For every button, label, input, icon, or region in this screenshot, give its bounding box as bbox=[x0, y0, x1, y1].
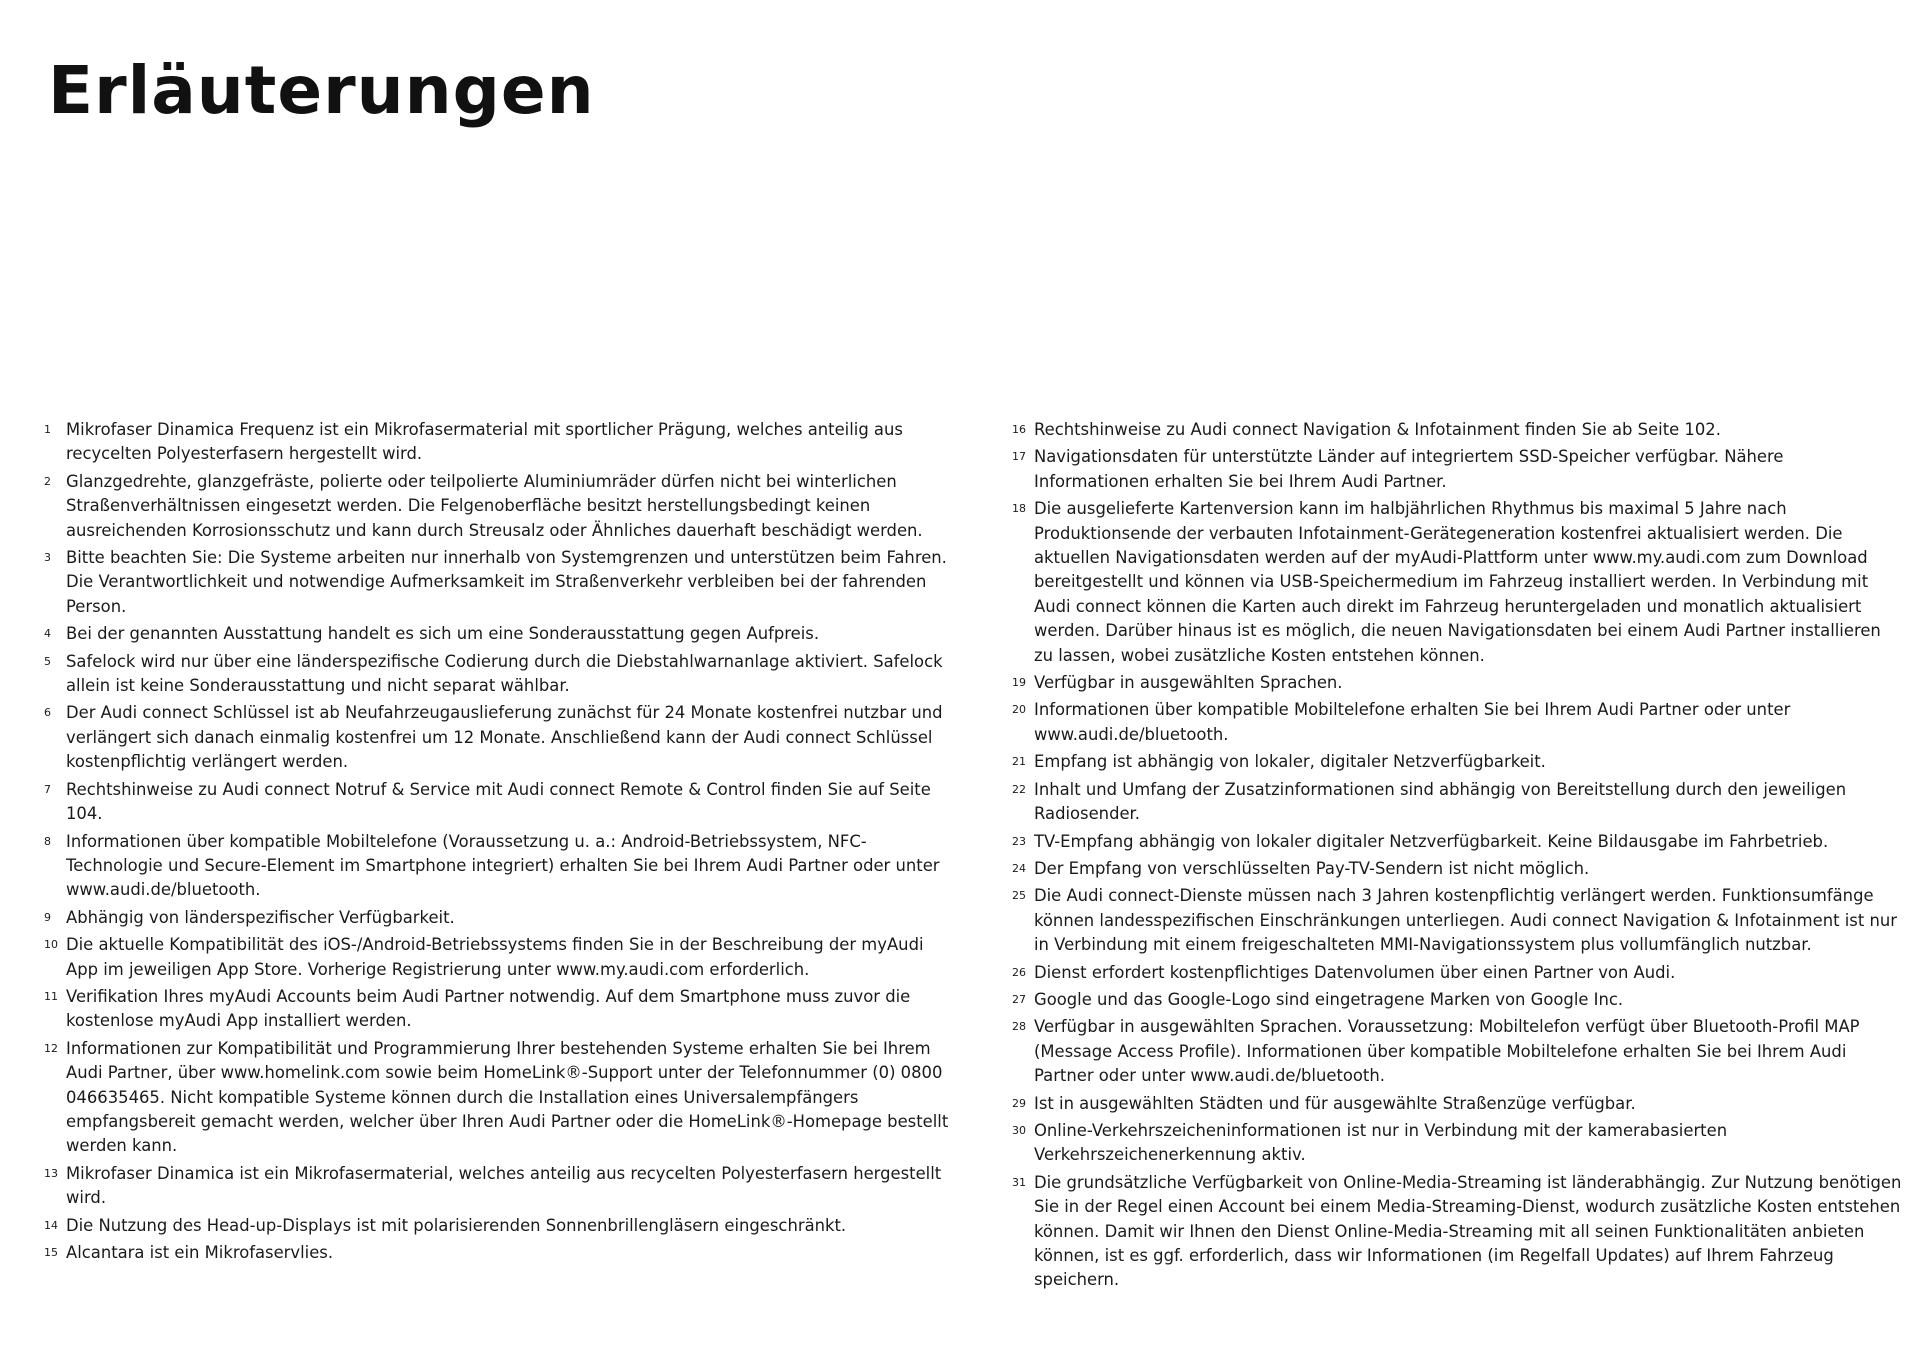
footnote-text: Rechtshinweise zu Audi connect Notruf & Service mit Audi connect Remote & Control finden Sie auf Seite 104. bbox=[66, 779, 931, 824]
footnote-number: 10 bbox=[44, 938, 58, 952]
footnote-text: Empfang ist abhängig von lokaler, digitaler Netzverfügbarkeit. bbox=[1034, 752, 1546, 772]
footnote-number: 28 bbox=[1012, 1020, 1026, 1034]
footnote-number: 24 bbox=[1012, 861, 1026, 875]
footnote-number: 18 bbox=[1012, 502, 1026, 516]
footnote-number: 6 bbox=[44, 706, 51, 720]
footnote-text: Der Audi connect Schlüssel ist ab Neufahrzeugauslieferung zunächst für 24 Monate kostenfrei nutzbar und verlängert sich danach einmalig kostenfrei um 12 Monate. Anschließend kann der Audi connect Schlüssel kostenpflichtig verlängert werden. bbox=[66, 703, 943, 772]
footnote-item bbox=[44, 546, 950, 619]
footnote-number: 11 bbox=[44, 989, 58, 1003]
footnote-item bbox=[44, 1162, 950, 1211]
footnote-text: Informationen über kompatible Mobiltelefone erhalten Sie bei Ihrem Audi Partner oder unter www.audi.de/bluetooth. bbox=[1034, 700, 1791, 744]
footnote-text: Die grundsätzliche Verfügbarkeit von Online-Media-Streaming ist länderabhängig. Zur Nutzung benötigen Sie in der Regel einen Account bei einem Media-Streaming-Dienst, wodurch zusätzliche Kosten entstehen können. Damit wir Ihnen den Dienst Online-Media-Streaming mit all seinen Funktionalitäten anbieten können, ist es ggf. erforderlich, dass wir Informationen (im Regelfall Updates) auf Ihrem Fahrzeug speichern. bbox=[1034, 1172, 1902, 1290]
footnote-text: Bitte beachten Sie: Die Systeme arbeiten nur innerhalb von Systemgrenzen und unterstützen beim Fahren. Die Verantwortlichkeit und notwendige Aufmerksamkeit im Straßenverkehr verbleiben bei der fahrenden Person. bbox=[66, 548, 947, 616]
footnote-item bbox=[1012, 445, 1902, 494]
footnote-item bbox=[44, 778, 950, 827]
footnote-text: Die aktuelle Kompatibilität des iOS-/Android-Betriebssystems finden Sie in der Beschreibung der myAudi App im jeweiligen App Store. Vorherige Registrierung unter www.my.audi.com erforderlich. bbox=[66, 935, 924, 979]
footnote-item bbox=[1012, 884, 1902, 957]
footnote-item bbox=[1012, 1171, 1902, 1293]
footnote-text: Ist in ausgewählten Städten und für ausgewählte Straßenzüge verfügbar. bbox=[1034, 1093, 1636, 1113]
footnote-item bbox=[1012, 1119, 1902, 1168]
footnote-text: Inhalt und Umfang der Zusatzinformationen sind abhängig von Bereitstellung durch den jeweiligen Radiosender. bbox=[1034, 779, 1847, 824]
footnote-item bbox=[1012, 1015, 1902, 1088]
footnote-text: Abhängig von länderspezifischer Verfügbarkeit. bbox=[66, 907, 455, 927]
footnote-number: 25 bbox=[1012, 889, 1026, 903]
footnote-item bbox=[44, 830, 950, 903]
footnote-number: 31 bbox=[1012, 1175, 1026, 1189]
footnote-item bbox=[1012, 671, 1902, 695]
footnote-item bbox=[1012, 418, 1902, 442]
footnote-number: 14 bbox=[44, 1218, 58, 1232]
footnote-number: 15 bbox=[44, 1246, 58, 1259]
footnote-item bbox=[44, 933, 950, 982]
footnote-number: 26 bbox=[1012, 965, 1026, 979]
footnote-number: 7 bbox=[44, 782, 51, 796]
footnote-text: Verfügbar in ausgewählten Sprachen. Voraussetzung: Mobiltelefon verfügt über Bluetooth-Profil MAP (Message Access Profile). Informationen über kompatible Mobiltelefone erhalten Sie bei Ihrem Audi Partner oder unter www.audi.de/bluetooth. bbox=[1034, 1017, 1860, 1086]
footnote-number: 9 bbox=[44, 910, 51, 924]
footnote-item bbox=[1012, 961, 1902, 985]
footnote-item bbox=[44, 622, 950, 646]
footnote-number: 1 bbox=[44, 423, 51, 436]
footnote-number: 17 bbox=[1012, 450, 1026, 464]
footnote-number: 3 bbox=[44, 551, 51, 565]
footnote-item bbox=[1012, 1092, 1902, 1116]
footnote-item bbox=[44, 1241, 950, 1265]
footnote-number: 22 bbox=[1012, 782, 1026, 796]
footnote-number: 5 bbox=[44, 654, 51, 668]
footnote-item bbox=[44, 701, 950, 774]
footnote-item bbox=[44, 906, 950, 930]
footnote-text: Die ausgelieferte Kartenversion kann im halbjährlichen Rhythmus bis maximal 5 Jahre nach Produktionsende der verbauten Infotainment-Gerätegeneration kostenfrei aktualisiert werden. Die aktuellen Navigationsdaten werden auf der myAudi-Plattform unter www.my.audi.com zum Download bereitgestellt und können via USB-Speichermedium im Fahrzeug installiert werden. In Verbindung mit Audi connect können die Karten auch direkt im Fahrzeug heruntergeladen und monatlich aktualisiert werden. Darüber hinaus ist es möglich, die neuen Navigationsdaten bei einem Audi Partner installieren zu lassen, wobei zusätzliche Kosten entstehen können. bbox=[1034, 499, 1881, 665]
footnote-text: Glanzgedrehte, glanzgefräste, polierte oder teilpolierte Aluminiumräder dürfen nicht bei winterlichen Straßenverhältnissen eingesetzt werden. Die Felgenoberfläche besitzt herstellungsbedingt keinen ausreichenden Korrosionsschutz und kann durch Streusalz oder Ähnliches dauerhaft beschädigt werden. bbox=[66, 471, 923, 540]
footnote-item bbox=[44, 985, 950, 1034]
footnote-item bbox=[44, 1214, 950, 1238]
footnote-number: 23 bbox=[1012, 834, 1026, 848]
footnote-text: Online-Verkehrszeicheninformationen ist nur in Verbindung mit der kamerabasierten Verkehrszeichenerkennung aktiv. bbox=[1034, 1120, 1728, 1165]
footnote-number: 16 bbox=[1012, 423, 1026, 436]
page-title: Erläuterungen bbox=[48, 52, 595, 129]
footnote-text: Die Nutzung des Head-up-Displays ist mit polarisierenden Sonnenbrillengläsern eingeschränkt. bbox=[66, 1215, 847, 1235]
footnote-item bbox=[44, 1037, 950, 1159]
footnote-item bbox=[44, 418, 950, 467]
footnote-number: 2 bbox=[44, 474, 51, 488]
footnote-text: Rechtshinweise zu Audi connect Navigation & Infotainment finden Sie ab Seite 102. bbox=[1034, 420, 1721, 439]
footnote-item bbox=[1012, 988, 1902, 1012]
footnote-text: TV-Empfang abhängig von lokaler digitaler Netzverfügbarkeit. Keine Bildausgabe im Fahrbetrieb. bbox=[1034, 831, 1829, 851]
footnote-number: 21 bbox=[1012, 755, 1026, 769]
footnote-text: Dienst erfordert kostenpflichtiges Datenvolumen über einen Partner von Audi. bbox=[1034, 962, 1676, 982]
footnote-text: Google und das Google-Logo sind eingetragene Marken von Google Inc. bbox=[1034, 989, 1624, 1009]
footnote-number: 12 bbox=[44, 1041, 58, 1055]
footnote-number: 29 bbox=[1012, 1096, 1026, 1110]
footnote-number: 4 bbox=[44, 627, 51, 641]
footnote-number: 13 bbox=[44, 1166, 58, 1180]
footnote-text: Informationen über kompatible Mobiltelefone (Voraussetzung u. a.: Android-Betriebssystem, NFC-Technologie und Secure-Element im Smartphone integriert) erhalten Sie bei Ihrem Audi Partner oder unter www.audi.de/bluetooth. bbox=[66, 831, 940, 900]
footnotes-right-column bbox=[1012, 418, 1902, 1296]
footnote-text: Safelock wird nur über eine länderspezifische Codierung durch die Diebstahlwarnanlage aktiviert. Safelock allein ist keine Sonderausstattung und nicht separat wählbar. bbox=[66, 651, 943, 696]
footnotes-left-column bbox=[44, 418, 950, 1268]
footnote-text: Mikrofaser Dinamica ist ein Mikrofasermaterial, welches anteilig aus recycelten Polyesterfasern hergestellt wird. bbox=[66, 1163, 942, 1208]
footnote-text: Verifikation Ihres myAudi Accounts beim Audi Partner notwendig. Auf dem Smartphone muss zuvor die kostenlose myAudi App installiert werden. bbox=[66, 986, 911, 1031]
footnote-item bbox=[44, 470, 950, 543]
footnote-number: 27 bbox=[1012, 992, 1026, 1006]
footnote-number: 20 bbox=[1012, 703, 1026, 717]
footnote-item bbox=[1012, 830, 1902, 854]
footnote-text: Der Empfang von verschlüsselten Pay-TV-Sendern ist nicht möglich. bbox=[1034, 858, 1590, 878]
footnote-item bbox=[1012, 750, 1902, 774]
footnote-number: 30 bbox=[1012, 1123, 1026, 1137]
footnote-text: Verfügbar in ausgewählten Sprachen. bbox=[1034, 673, 1343, 693]
footnote-text: Informationen zur Kompatibilität und Programmierung Ihrer bestehenden Systeme erhalten Sie bei Ihrem Audi Partner, über www.homelink.com sowie beim HomeLink®-Support unter der Telefonnummer (0) 0800 046635465. Nicht kompatible Systeme können durch die Installation eines Universalempfängers empfangsbereit gemacht werden, welcher über Ihren Audi Partner oder die HomeLink®-Homepage bestellt werden kann. bbox=[66, 1038, 949, 1156]
footnote-text: Die Audi connect-Dienste müssen nach 3 Jahren kostenpflichtig verlängert werden. Funktionsumfänge können landesspezifischen Einschränkungen unterliegen. Audi connect Navigation & Infotainment ist nur in Verbindung mit einem freigeschalteten MMI-Navigationssystem plus vollumfänglich nutzbar. bbox=[1034, 886, 1897, 955]
footnote-text: Bei der genannten Ausstattung handelt es sich um eine Sonderausstattung gegen Aufpreis. bbox=[66, 624, 820, 644]
footnote-item bbox=[1012, 778, 1902, 827]
footnote-item bbox=[1012, 698, 1902, 747]
footnote-text: Navigationsdaten für unterstützte Länder auf integriertem SSD-Speicher verfügbar. Nähere Informationen erhalten Sie bei Ihrem Audi Partner. bbox=[1034, 447, 1784, 491]
footnote-number: 8 bbox=[44, 834, 51, 848]
footnote-text: Alcantara ist ein Mikrofaservlies. bbox=[66, 1243, 334, 1262]
footnote-item bbox=[44, 650, 950, 699]
footnote-text: Mikrofaser Dinamica Frequenz ist ein Mikrofasermaterial mit sportlicher Prägung, welches anteilig aus recycelten Polyesterfasern hergestellt wird. bbox=[66, 420, 903, 464]
footnote-item bbox=[1012, 857, 1902, 881]
footnote-item bbox=[1012, 497, 1902, 668]
footnote-number: 19 bbox=[1012, 676, 1026, 690]
